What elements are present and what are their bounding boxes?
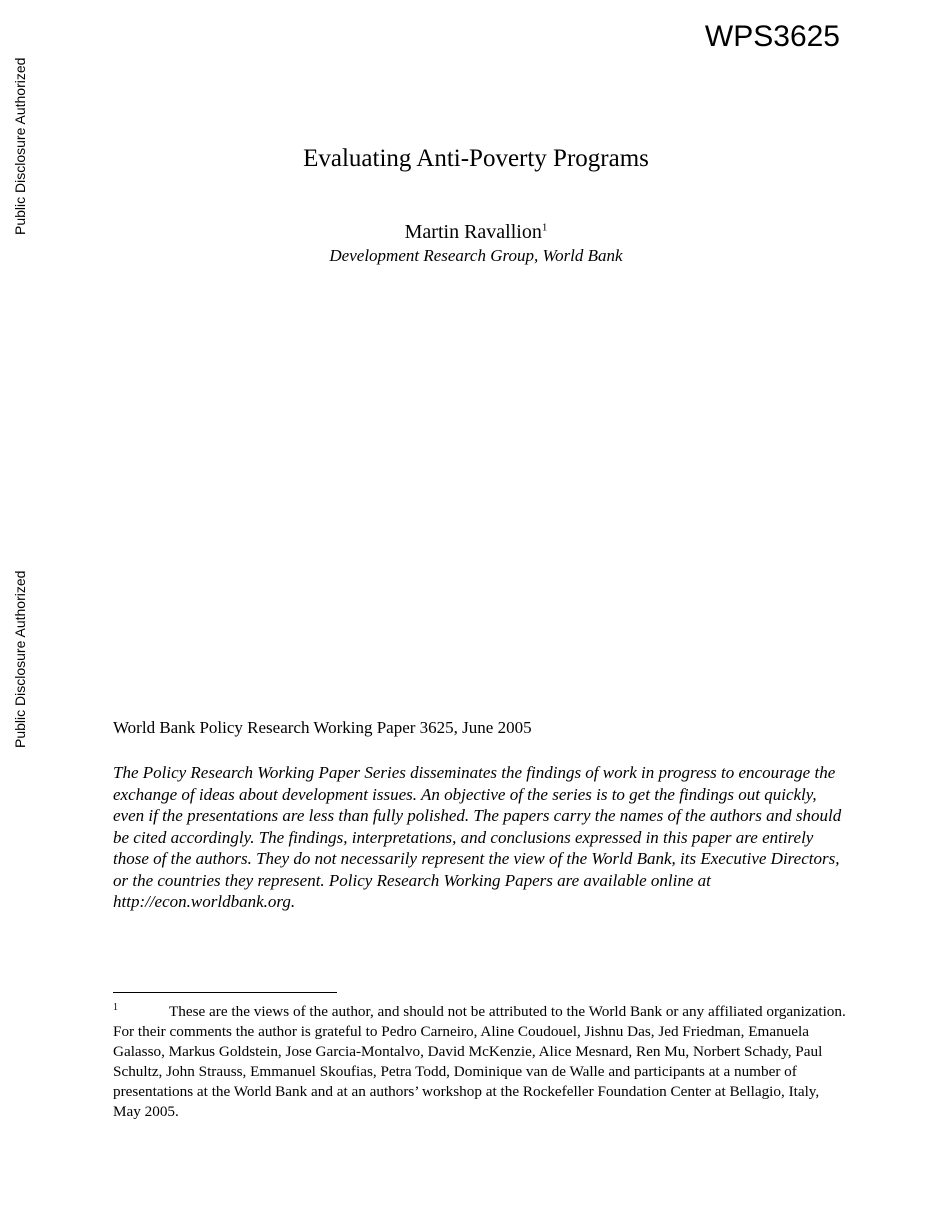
author-line (0, 220, 952, 244)
footnote-divider (113, 992, 337, 993)
author-footnote-marker: 1 (541, 221, 548, 234)
footnote-text: These are the views of the author, and should not be attributed to the World Bank or any affiliated organization. For their comments the author is grateful to Pedro Carneiro, Aline Coudouel, Jishnu Das, Jed Friedman, Emanuela Galasso, Markus Goldstein, Jose Garcia-Montalvo, David McKenzie, Alice Mesnard, Ren Mu, Norbert Schady, Paul Schultz, John Strauss, Emmanuel Skoufias, Petra Todd, Dominique van de Walle and participants at a number of presentations at the World Bank and at an authors’ workshop at the Rockefeller Foundation Center at Bellagio, Italy, May 2005. (113, 1003, 846, 1120)
author-name: Martin Ravallion (404, 221, 542, 243)
series-disclaimer: The Policy Research Working Paper Series disseminates the findings of work in progress to encourage the exchange of ideas about development issues. An objective of the series is to get the findings out quickly, even if the presentations are less than fully polished. The papers carry the names of the authors and should be cited accordingly. The findings, interpretations, and conclusions expressed in this paper are entirely those of the authors. They do not necessarily represent the view of the World Bank, its Executive Directors, or the countries they represent. Policy Research Working Papers are available online at http://econ.worldbank.org. (113, 763, 842, 911)
disclosure-stamp-top: Public Disclosure Authorized (12, 57, 28, 235)
report-id: WPS3625 (704, 20, 840, 53)
paper-title: Evaluating Anti-Poverty Programs (303, 145, 649, 172)
author-affiliation: Development Research Group, World Bank (329, 246, 623, 265)
footnote: $^1$ These are the views of the author, and should not be attributed to the World Bank or any affiliated organization. For their comments the author is grateful to Pedro Carneiro, Aline Coudouel, Jishnu Das, Jed Friedman, Emanuela Galasso, Markus Goldstein, Jose Garcia-Montalvo, David McKenzie, Alice Mesnard, Ren Mu, Norbert Schady, Paul Schultz, John Strauss, Emmanuel Skoufias, Petra Todd, Dominique van de Walle and participants at a number of presentations at the World Bank and at an authors’ workshop at the Rockefeller Foundation Center at Bellagio, Italy, May 2005. (113, 1001, 846, 1120)
series-line: World Bank Policy Research Working Paper 3625, June 2005 (113, 718, 532, 737)
disclosure-stamp-middle: Public Disclosure Authorized (12, 570, 28, 748)
